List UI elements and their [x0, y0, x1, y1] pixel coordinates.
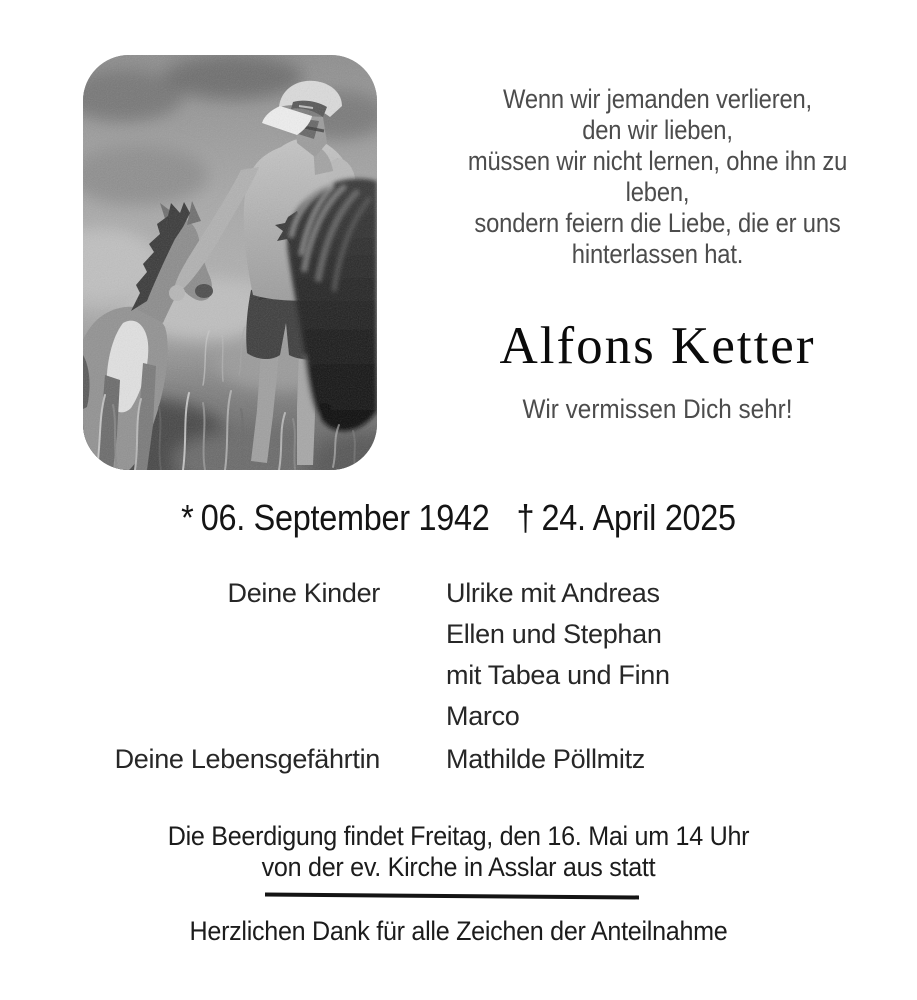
death-date: † 24. April 2025	[516, 497, 736, 538]
family-label: Deine Lebensgefährtin	[114, 744, 380, 774]
verse-line: hinterlassen hat.	[571, 239, 744, 269]
farewell-line: Wir vermissen Dich sehr!	[522, 394, 793, 424]
film-grain-overlay	[83, 55, 377, 470]
family-value: Marco	[446, 701, 520, 731]
family-row	[0, 701, 917, 732]
life-dates	[46, 497, 871, 539]
family-value: mit Tabea und Finn	[446, 660, 670, 690]
family-row	[0, 660, 917, 691]
verse-line: müssen wir nicht lernen, ohne ihn zu	[467, 146, 848, 176]
death-symbol: †	[516, 497, 535, 538]
deceased-name: Alfons Ketter	[499, 317, 816, 375]
memorial-photo	[83, 55, 377, 470]
funeral-info	[32, 821, 885, 883]
family-value: Ulrike mit Andreas	[446, 578, 660, 608]
family-label	[0, 660, 380, 691]
verse-line: Wenn wir jemanden verlieren,	[503, 84, 812, 114]
thanks-line: Herzlichen Dank für alle Zeichen der Anteilnahme	[189, 916, 728, 946]
family-value: Mathilde Pöllmitz	[446, 744, 645, 774]
family-label	[0, 619, 380, 650]
birth-symbol: *	[181, 497, 194, 538]
family-value: Ellen und Stephan	[446, 619, 662, 649]
memorial-photo-graphic	[83, 55, 377, 470]
divider-line	[265, 893, 639, 900]
verse-line: den wir lieben,	[582, 115, 733, 145]
funeral-line: von der ev. Kirche in Asslar aus statt	[261, 852, 656, 882]
family-row	[0, 578, 917, 609]
family-row	[0, 744, 917, 775]
memorial-verse	[440, 84, 876, 270]
verse-line: leben,	[625, 177, 690, 207]
birth-date: * 06. September 1942	[181, 497, 490, 538]
family-label: Deine Kinder	[227, 578, 380, 608]
funeral-line: Die Beerdigung findet Freitag, den 16. Mai um 14 Uhr	[167, 821, 750, 851]
verse-line: sondern feiern die Liebe, die er uns	[474, 208, 841, 238]
family-label	[0, 701, 380, 732]
family-row	[0, 619, 917, 650]
